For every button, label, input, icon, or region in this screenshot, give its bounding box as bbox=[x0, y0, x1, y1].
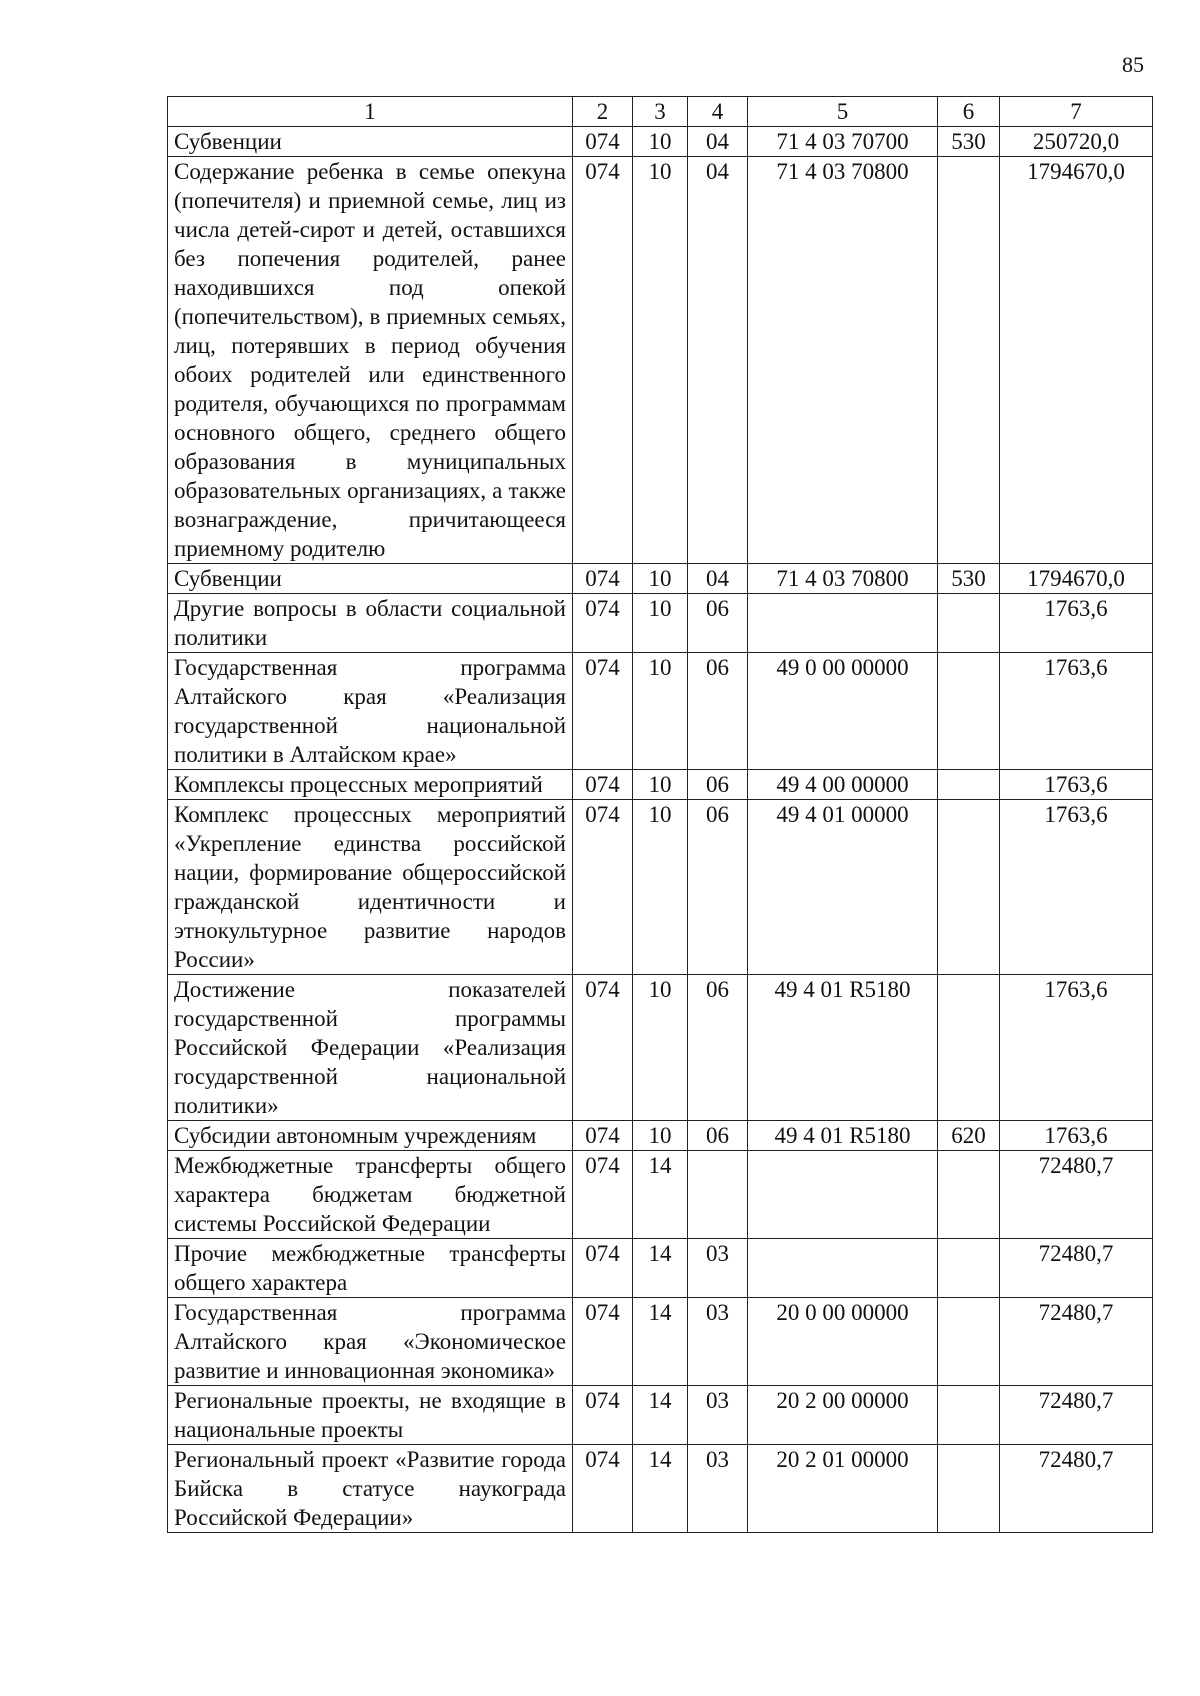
column-header: 5 bbox=[748, 97, 938, 127]
row-name: Комплекс процессных мероприятий «Укрепление единства российской нации, формирование общероссийской гражданской идентичности и этнокультурное развитие народов России» bbox=[168, 800, 573, 975]
cell-expense-type bbox=[938, 770, 1000, 800]
cell-section: 10 bbox=[633, 594, 688, 653]
cell-section: 10 bbox=[633, 770, 688, 800]
cell-expense-type: 620 bbox=[938, 1121, 1000, 1151]
table-row bbox=[168, 1121, 1153, 1151]
page-number: 85 bbox=[1122, 52, 1144, 77]
cell-amount: 72480,7 bbox=[1000, 1445, 1153, 1533]
cell-amount: 1763,6 bbox=[1000, 653, 1153, 770]
cell-subsection: 06 bbox=[688, 975, 748, 1121]
cell-subsection: 04 bbox=[688, 157, 748, 564]
cell-subsection: 06 bbox=[688, 800, 748, 975]
cell-ministry-code: 074 bbox=[573, 1386, 633, 1445]
cell-amount: 1763,6 bbox=[1000, 1121, 1153, 1151]
column-header: 1 bbox=[168, 97, 573, 127]
cell-subsection: 03 bbox=[688, 1445, 748, 1533]
cell-target-article: 49 4 01 R5180 bbox=[748, 1121, 938, 1151]
column-header: 2 bbox=[573, 97, 633, 127]
cell-ministry-code: 074 bbox=[573, 594, 633, 653]
cell-ministry-code: 074 bbox=[573, 157, 633, 564]
cell-ministry-code: 074 bbox=[573, 1298, 633, 1386]
table-row bbox=[168, 653, 1153, 770]
cell-section: 14 bbox=[633, 1386, 688, 1445]
row-name: Субсидии автономным учреждениям bbox=[168, 1121, 573, 1151]
cell-ministry-code: 074 bbox=[573, 127, 633, 157]
cell-amount: 1794670,0 bbox=[1000, 564, 1153, 594]
cell-ministry-code: 074 bbox=[573, 564, 633, 594]
cell-ministry-code: 074 bbox=[573, 1239, 633, 1298]
cell-section: 10 bbox=[633, 800, 688, 975]
cell-subsection: 03 bbox=[688, 1386, 748, 1445]
cell-subsection: 04 bbox=[688, 564, 748, 594]
row-name: Субвенции bbox=[168, 564, 573, 594]
row-name: Субвенции bbox=[168, 127, 573, 157]
table-row bbox=[168, 594, 1153, 653]
column-header: 4 bbox=[688, 97, 748, 127]
cell-subsection: 03 bbox=[688, 1239, 748, 1298]
cell-section: 10 bbox=[633, 127, 688, 157]
row-name: Государственная программа Алтайского края «Экономическое развитие и инновационная экономика» bbox=[168, 1298, 573, 1386]
cell-target-article: 71 4 03 70800 bbox=[748, 564, 938, 594]
cell-expense-type bbox=[938, 1445, 1000, 1533]
cell-section: 10 bbox=[633, 157, 688, 564]
cell-expense-type bbox=[938, 594, 1000, 653]
cell-ministry-code: 074 bbox=[573, 770, 633, 800]
cell-section: 10 bbox=[633, 564, 688, 594]
cell-subsection: 06 bbox=[688, 1121, 748, 1151]
row-name: Межбюджетные трансферты общего характера бюджетам бюджетной системы Российской Федерации bbox=[168, 1151, 573, 1239]
cell-expense-type bbox=[938, 653, 1000, 770]
cell-ministry-code: 074 bbox=[573, 1151, 633, 1239]
cell-ministry-code: 074 bbox=[573, 1445, 633, 1533]
cell-expense-type bbox=[938, 1151, 1000, 1239]
column-header: 7 bbox=[1000, 97, 1153, 127]
table-row bbox=[168, 1151, 1153, 1239]
row-name: Достижение показателей государственной программы Российской Федерации «Реализация государственной национальной политики» bbox=[168, 975, 573, 1121]
row-name: Государственная программа Алтайского края «Реализация государственной национальной политики в Алтайском крае» bbox=[168, 653, 573, 770]
cell-section: 14 bbox=[633, 1445, 688, 1533]
cell-target-article: 49 4 01 00000 bbox=[748, 800, 938, 975]
row-name: Региональные проекты, не входящие в национальные проекты bbox=[168, 1386, 573, 1445]
cell-target-article: 49 4 00 00000 bbox=[748, 770, 938, 800]
table-row bbox=[168, 1386, 1153, 1445]
cell-section: 14 bbox=[633, 1239, 688, 1298]
cell-section: 14 bbox=[633, 1298, 688, 1386]
cell-target-article: 49 0 00 00000 bbox=[748, 653, 938, 770]
cell-amount: 72480,7 bbox=[1000, 1298, 1153, 1386]
table-row bbox=[168, 157, 1153, 564]
cell-expense-type bbox=[938, 975, 1000, 1121]
table-row bbox=[168, 1298, 1153, 1386]
cell-expense-type bbox=[938, 1239, 1000, 1298]
budget-table bbox=[167, 96, 1153, 1533]
cell-subsection bbox=[688, 1151, 748, 1239]
cell-section: 10 bbox=[633, 975, 688, 1121]
cell-subsection: 06 bbox=[688, 770, 748, 800]
cell-expense-type: 530 bbox=[938, 127, 1000, 157]
cell-ministry-code: 074 bbox=[573, 1121, 633, 1151]
row-name: Прочие межбюджетные трансферты общего характера bbox=[168, 1239, 573, 1298]
cell-target-article: 20 2 00 00000 bbox=[748, 1386, 938, 1445]
cell-ministry-code: 074 bbox=[573, 800, 633, 975]
cell-target-article: 71 4 03 70800 bbox=[748, 157, 938, 564]
row-name: Комплексы процессных мероприятий bbox=[168, 770, 573, 800]
column-header: 6 bbox=[938, 97, 1000, 127]
table-row bbox=[168, 1445, 1153, 1533]
cell-amount: 250720,0 bbox=[1000, 127, 1153, 157]
cell-subsection: 03 bbox=[688, 1298, 748, 1386]
cell-expense-type bbox=[938, 800, 1000, 975]
cell-subsection: 06 bbox=[688, 653, 748, 770]
cell-amount: 72480,7 bbox=[1000, 1386, 1153, 1445]
cell-expense-type bbox=[938, 1386, 1000, 1445]
cell-target-article bbox=[748, 594, 938, 653]
cell-amount: 1763,6 bbox=[1000, 770, 1153, 800]
cell-amount: 1763,6 bbox=[1000, 975, 1153, 1121]
cell-ministry-code: 074 bbox=[573, 653, 633, 770]
row-name: Другие вопросы в области социальной политики bbox=[168, 594, 573, 653]
cell-subsection: 04 bbox=[688, 127, 748, 157]
column-header: 3 bbox=[633, 97, 688, 127]
table-row bbox=[168, 770, 1153, 800]
row-name: Содержание ребенка в семье опекуна (попечителя) и приемной семье, лиц из числа детей-сирот и детей, оставшихся без попечения родителей, ранее находившихся под опекой (попечительством), в приемных семьях, лиц, потерявших в период обучения обоих родителей или единственного родителя, обучающихся по программам основного общего, среднего общего образования в муниципальных образовательных организациях, а также вознаграждение, причитающееся приемному родителю bbox=[168, 157, 573, 564]
cell-expense-type: 530 bbox=[938, 564, 1000, 594]
cell-target-article: 71 4 03 70700 bbox=[748, 127, 938, 157]
cell-amount: 1794670,0 bbox=[1000, 157, 1153, 564]
cell-amount: 72480,7 bbox=[1000, 1239, 1153, 1298]
cell-section: 14 bbox=[633, 1151, 688, 1239]
cell-section: 10 bbox=[633, 1121, 688, 1151]
cell-expense-type bbox=[938, 1298, 1000, 1386]
cell-subsection: 06 bbox=[688, 594, 748, 653]
cell-ministry-code: 074 bbox=[573, 975, 633, 1121]
cell-target-article bbox=[748, 1239, 938, 1298]
cell-target-article: 49 4 01 R5180 bbox=[748, 975, 938, 1121]
cell-amount: 72480,7 bbox=[1000, 1151, 1153, 1239]
cell-expense-type bbox=[938, 157, 1000, 564]
cell-amount: 1763,6 bbox=[1000, 594, 1153, 653]
table-row bbox=[168, 127, 1153, 157]
table-row bbox=[168, 800, 1153, 975]
cell-section: 10 bbox=[633, 653, 688, 770]
table-row bbox=[168, 975, 1153, 1121]
header-row bbox=[168, 97, 1153, 127]
cell-target-article: 20 0 00 00000 bbox=[748, 1298, 938, 1386]
row-name: Региональный проект «Развитие города Бийска в статусе наукограда Российской Федерации» bbox=[168, 1445, 573, 1533]
cell-target-article bbox=[748, 1151, 938, 1239]
cell-amount: 1763,6 bbox=[1000, 800, 1153, 975]
table-row bbox=[168, 564, 1153, 594]
cell-target-article: 20 2 01 00000 bbox=[748, 1445, 938, 1533]
table-row bbox=[168, 1239, 1153, 1298]
